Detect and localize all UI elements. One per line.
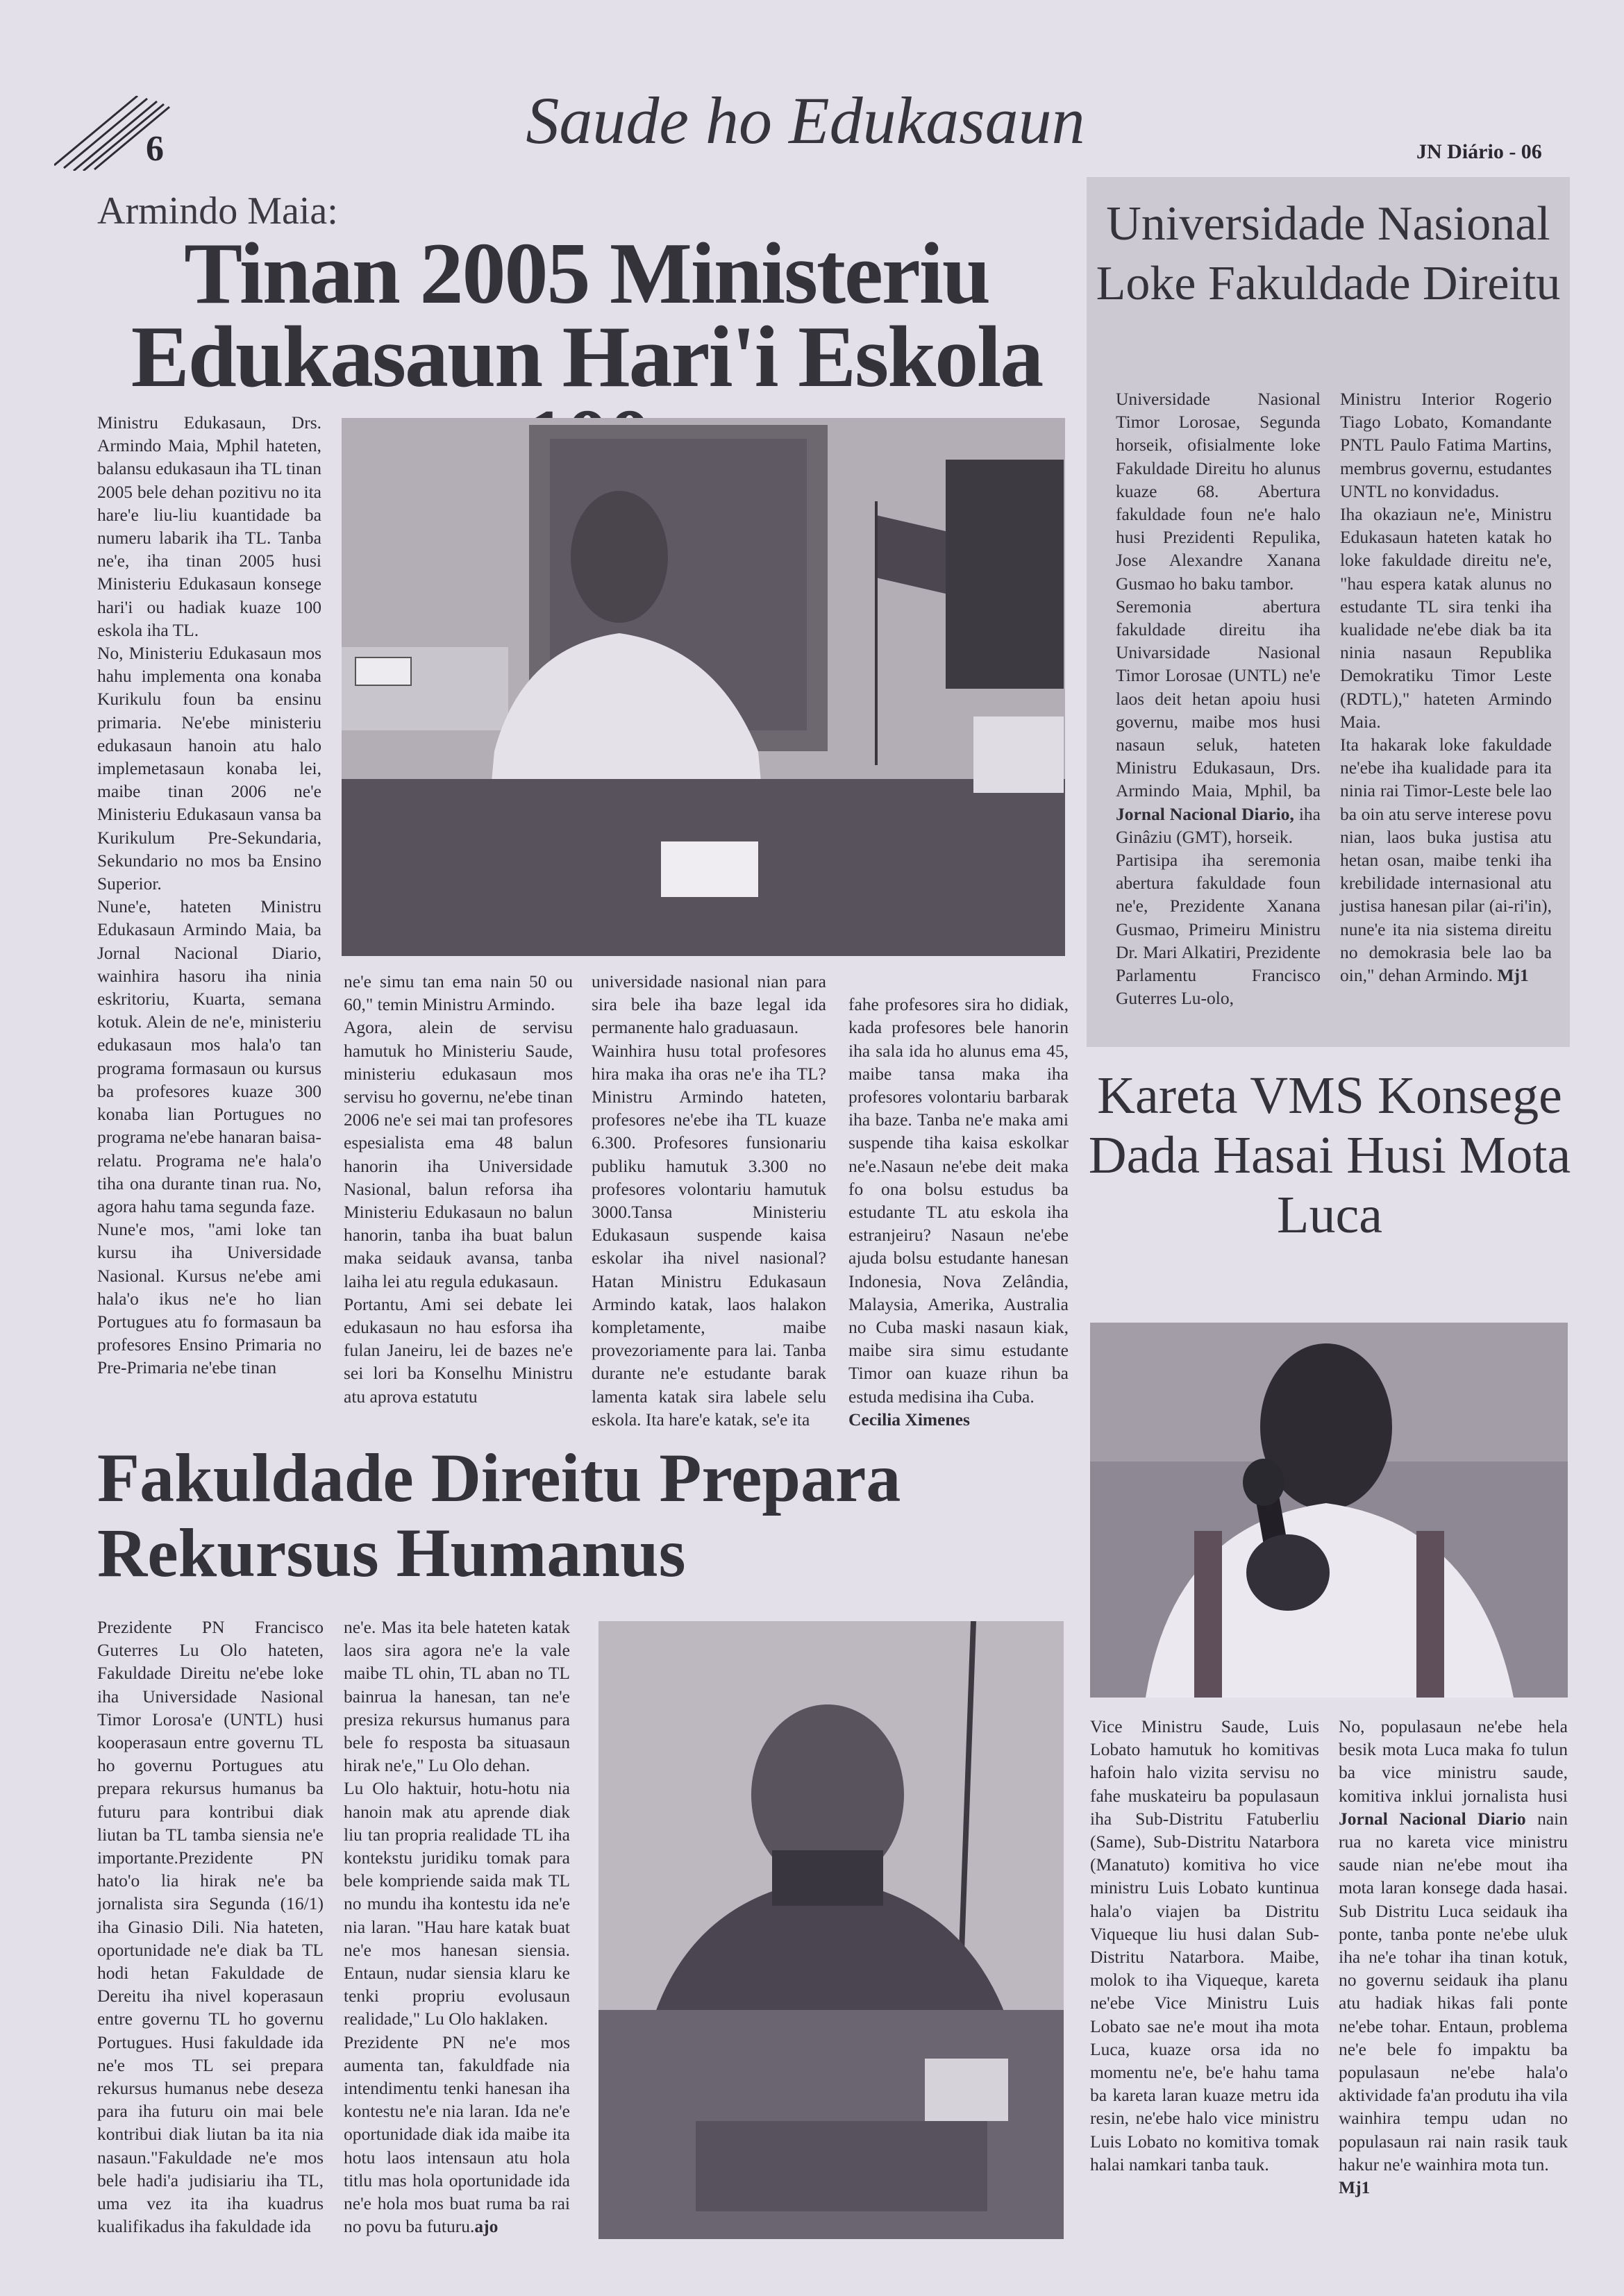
article4-headline: Kareta VMS Konsege Dada Hasai Husi Mota Luca: [1088, 1066, 1571, 1244]
article2-byline: Mj1: [1497, 965, 1529, 986]
article3-column-2-text: ne'e. Mas ita bele hateten katak laos sira agora ne'e la vale maibe TL ohin, TL aban no TL bainrua la hanesan, tan ne'e presiza rekursus humanus para bele fo resposta ba situasaun hirak ne'e," Lu Olo dehan. Lu Olo haktuir, hotu-hotu nia hanoin mak atu aprende diak liu tan propria realidade TL iha kontekstu juridiku tomak para bele kompriende saida mak TL no mundu iha kontestu ida ne'e nia laran. "Hau hare katak buat ne'e mos hanesan siensia. Entaun, nudar siensia klaru ke tenki propriu evolusaun realidade," Lu Olo haklaken. Prezidente PN ne'e mos aumenta tan, fakuldfade nia intendimentu tenki hanesan iha kontestu ne'e nia laran. Ida ne'e oportunidade diak ida maibe ita hotu laos intensaun atu hola titlu mas hola oportunidade ida ne'e hola mos buat ruma ba rai no povu ba futuru.: [344, 1617, 570, 2237]
article2-column-1: [1116, 387, 1321, 1009]
article3-byline: ajo: [474, 2216, 499, 2237]
article2-column-1-bold: Jornal Nacional Diario,: [1116, 803, 1294, 824]
article2-column-1-text-b: iha Ginâziu (GMT), horseik. Partisipa iha seremonia abertura fakuldade foun ne'e, Prezidente Xanana Gusmao, Primeiru Ministru Dr. Mari Alkatiri, Prezidente Parlamentu Francisco Guterres Lu-olo,: [1116, 803, 1321, 1009]
article4-column-2-bold: Jornal Nacional Diario: [1339, 1808, 1526, 1829]
article4-column-2-text-b: nain rua no kareta vice ministru saude nian ne'ebe mout iha mota laran konsege dada hasai. Sub Distritu Luca seidauk iha ponte, tanba ponte ne'ebe uluk iha ne'e tohar iha tinan kotuk, no governu seidauk iha planu atu hadiak hikas fali ponte ne'ebe tohar. Entaun, problema ne'e bele fo impaktu ba populasaun ne'ebe hala'o aktividade fa'an produtu iha vila wainhira tempu udan no populasaun rai nain rasik tauk hakur ne'e wainhira mota tun.: [1339, 1808, 1568, 2175]
article4-column-2-text-a: No, populasaun ne'ebe hela besik mota Luca maka fo tulun ba vice ministru saude, komitiva inklui jornalista husi: [1339, 1716, 1568, 1806]
photo-minister-at-desk: [342, 418, 1065, 956]
article2-headline: Universidade Nasional Loke Fakuldade Direitu: [1096, 197, 1561, 310]
article1-byline: Cecilia Ximenes: [848, 1409, 970, 1430]
photo-speaker-at-table: [598, 1621, 1064, 2239]
article3-headline: Fakuldade Direitu Prepara Rekursus Humanus: [97, 1439, 901, 1591]
article1-column-3: universidade nasional nian para sira bele iha baze legal ida permanente halo graduasaun. Wainhira husu total profesores hira maka iha oras ne'e iha TL? Ministru Armindo hateten, profesores ne'ebe iha TL kuaze 6.300. Profesores funsionariu publiku hamutuk 3.300 no profesores volontariu hamutuk 3000.Tansa Ministeriu Edukasaun suspende kaisa eskolar iha nivel nasional? Hatan Ministru Edukasaun Armindo katak, laos halakon kompletamente, maibe provezoriamente para lai. Tanba durante ne'e estudante barak lamenta katak sira labele selu eskola. Ita hare'e katak, se'e ita: [592, 971, 826, 1430]
article2-column-2: [1340, 387, 1552, 987]
masthead-ref: JN Diário - 06: [1416, 140, 1542, 163]
page-number: 6: [146, 129, 164, 169]
article1-column-4: [848, 970, 1069, 1454]
photo-man-with-microphone: [1090, 1323, 1568, 1698]
article2-column-2-text: Ministru Interior Rogerio Tiago Lobato, Komandante PNTL Paulo Fatima Martins, membrus governu, estudantes UNTL no konvidadus. Iha okaziaun ne'e, Ministru Edukasaun hateten katak ho loke fakuldade direitu ne'e, "hau espera katak alunus no estudante TL sira tenki iha kualidade ne'ebe diak ba ita ninia nasaun Republika Demokratiku Timor Leste (RDTL)," hateten Armindo Maia. Ita hakarak loke fakuldade ne'ebe iha kualidade para ita ninia rai Timor-Leste bele lao ba oin atu serve interese povu nian, laos buka justisa atu hetan osan, maibe tenki iha krebilidade internasional atu justisa hanesan pilar (ai-ri'in), nune'e ita nia sistema direitu no demokrasia bele lao ba oin," dehan Armindo.: [1340, 389, 1552, 986]
article1-column-1: Ministru Edukasaun, Drs. Armindo Maia, Mphil hateten, balansu edukasaun iha TL tinan 2005 bele dehan pozitivu no ita hare'e liu-liu kuantidade ba numeru labarik iha TL. Tanba ne'e, iha tinan 2005 husi Ministeriu Edukasaun konsege hari'i ou hadiak kuaze 100 eskola iha TL. No, Ministeriu Edukasaun mos hahu implementa ona konaba Kurikulu foun ba ensinu primaria. Ne'ebe ministeriu edukasaun hanoin atu halo implemetasaun konaba lei, maibe tinan 2006 ne'e Ministeriu Edukasaun vansa ba Kurikulum Pre-Sekundaria, Sekundario no mos ba Ensino Superior. Nune'e, hateten Ministru Edukasaun Armindo Maia, ba Jornal Nacional Diario, wainhira hasoru iha ninia eskritoriu, Kuarta, semana kotuk. Alein de ne'e, ministeriu edukasaun mos hala'o tan programa formasaun ou kursus ba profesores kuaze 300 konaba lian Portugues no programa ne'ebe hanaran baisa-relatu. Programa ne'e hala'o tiha ona durante tinan rua. No, agora hahu tama segunda faze. Nune'e mos, "ami loke tan kursu iha Universidade Nasional. Kursus ne'ebe ami hala'o ikus ne'e ho lian Portugues atu fo formasaun ba profesores Ensino Primaria no Pre-Primaria ne'ebe tinan: [97, 412, 321, 1378]
article4-column-1: Vice Ministru Saude, Luis Lobato hamutuk ho komitivas hafoin halo vizita servisu no fahe muskateiru ba populasaun iha Sub-Distritu Fatuberliu (Same), Sub-Distritu Natarbora (Manatuto) komitiva ho vice ministru Luis Lobato kuntinua hala'o viajen ba Distritu Viqueque liu husi dalan Sub-Distritu Natarbora. Maibe, molok to iha Viqueque, kareta ne'ebe Vice Ministru Luis Lobato sae ne'e mout iha mota Luca, kuaze orsa ida no momentu ne'e, be'e hahu tama ba kareta laran kuaze metru ida resin, ne'ebe halo vice ministru Luis Lobato no komitiva tomak halai namkari tanba tauk.: [1090, 1716, 1319, 2175]
article1-column-4-text: fahe profesores sira ho didiak, kada profesores bele hanorin iha sala ida ho alunus ema 45, maibe tansa maka iha profesores volontariu barbarak iha baze. Tanba ne'e maka ami suspende tiha kaisa eskolkar ne'e.Nasaun ne'ebe deit maka fo ona bolsu estudus ba estudante TL atu eskola iha estranjeiru? Nasaun ne'ebe ajuda bolsu estudante hanesan Indonesia, Nova Zelândia, Malaysia, Amerika, Australia no Cuba maski nasaun kiak, maibe sira simu estudante Timor oan kuaze rihun ba estuda medisina iha Cuba.: [848, 994, 1069, 1407]
article4-column-2: [1339, 1715, 1568, 2199]
article2-column-1-text-a: Universidade Nasional Timor Lorosae, Segunda horseik, ofisialmente loke Fakuldade Direitu ho alunus kuaze 68. Abertura fakuldade foun ne'e halo husi Prezidenti Repulika, Jose Alexandre Xanana Gusmao ho baku tambor. Seremonia abertura fakuldade direitu iha Univarsidade Nasional Timor Lorosae (UNTL) ne'e laos deit hetan apoiu husi governu, maibe mos husi nasaun seluk, hateten Ministru Edukasaun, Drs. Armindo Maia, Mphil, ba: [1116, 389, 1321, 801]
article1-column-2: ne'e simu tan ema nain 50 ou 60," temin Ministru Armindo. Agora, alein de servisu hamutuk ho Ministeriu Saude, ministeriu edukasaun mos servisu ho governu, ne'ebe tinan 2006 ne'e sei mai tan profesores espesialista ema 48 balun hanorin iha Universidade Nasional, balun reforsa iha Ministeriu Edukasaun no balun hanorin, tanba iha buat balun maka seidauk avansa, tanba laiha lei atu regula edukasaun. Portantu, Ami sei debate lei edukasaun no hau esforsa iha fulan Janeiru, lei de bazes ne'e sei lori ba Konselhu Ministru atu aprova estatutu: [344, 971, 573, 1407]
article3-column-1: Prezidente PN Francisco Guterres Lu Olo hateten, Fakuldade Direitu ne'ebe loke iha Universidade Nasional Timor Lorosa'e (UNTL) husi kooperasaun entre governu TL ho governu Portugues atu prepara rekursus humanus ba futuru para kontribui diak liutan ba TL tamba siensia ne'e importante.Prezidente PN hato'o lia hirak ne'e ba jornalista sira Segunda (16/1) iha Ginasio Dili. Nia hateten, oportunidade ne'e diak ba TL hodi hetan Fakuldade de Dereitu iha nivel koperasaun entre governu TL ho governu Portugues. Husi fakuldade ida ne'e mos TL sei prepara rekursus humanus nebe deseza para iha futuru oin mai bele kontribui diak liutan ba ita nia nasaun."Fakuldade ne'e mos bele hadi'a judisiariu iha TL, uma vez ita iha kuadrus kualifikadus iha fakuldade ida: [97, 1617, 324, 2237]
article4-byline: Mj1: [1339, 2177, 1371, 2198]
article1-headline: Tinan 2005 Ministeriu Edukasaun Hari'i Eskola: [131, 226, 1043, 405]
article1-kicker: Armindo Maia:: [97, 190, 338, 233]
article3-column-2: [344, 1616, 570, 2238]
section-title: Saude ho Edukasaun: [526, 83, 1085, 158]
